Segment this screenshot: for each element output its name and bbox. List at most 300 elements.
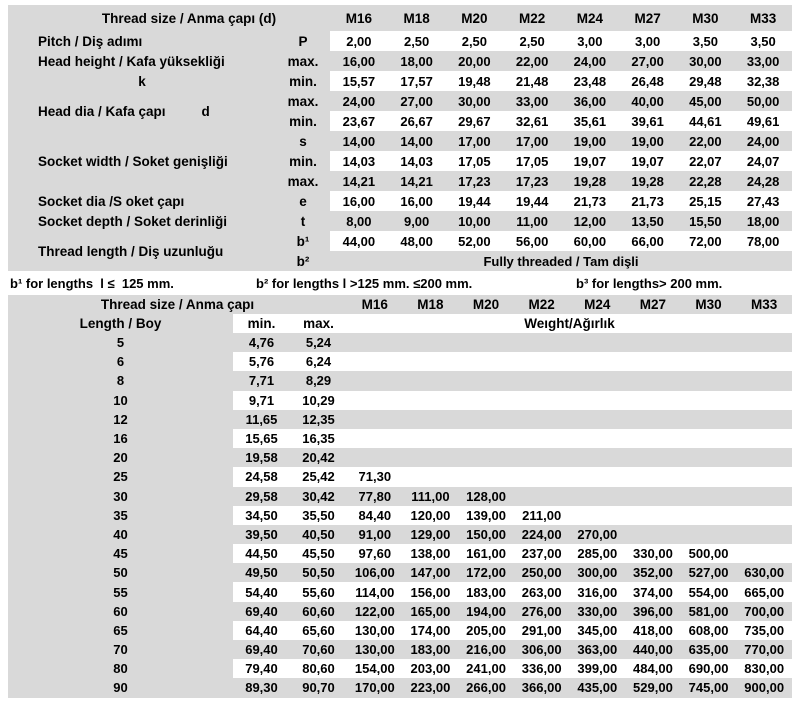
value-cell: 49,61: [734, 111, 792, 131]
weight-cell: [736, 429, 792, 448]
weight-cell: [681, 371, 737, 390]
weight-cell: [736, 448, 792, 467]
value-cell: 19,00: [573, 133, 607, 149]
value-cell: 19,28: [631, 173, 664, 189]
weight-cell: 139,00: [458, 506, 514, 525]
weight-cell: [736, 352, 792, 371]
weight-cell: [736, 333, 792, 352]
row-label-text: k: [138, 73, 146, 89]
value-cell: 56,00: [503, 231, 561, 251]
column-header: M20: [472, 297, 500, 312]
weight-cell: 399,00: [570, 659, 626, 678]
value-cell: 39,61: [619, 111, 677, 131]
weight-cell: 527,00: [688, 565, 729, 581]
weight-cell: 374,00: [625, 582, 681, 601]
value-cell: 36,00: [573, 93, 607, 109]
column-header: M18: [417, 297, 444, 312]
weight-cell: 77,80: [358, 488, 392, 504]
weight-cell: [625, 525, 681, 544]
value-cell: 3,00: [561, 31, 619, 51]
weight-cell: 266,00: [466, 680, 506, 696]
weight-cell: 194,00: [466, 603, 506, 619]
weight-cell: 161,00: [458, 544, 514, 563]
value-cell: 2,00: [330, 31, 388, 51]
value-cell: 17,00: [458, 133, 491, 149]
weight-cell: 150,00: [466, 526, 506, 542]
weight-cell: [736, 410, 792, 429]
length-cell: 20: [113, 450, 128, 466]
weight-cell: [514, 429, 570, 448]
max-column-header: max.: [290, 314, 347, 333]
value-cell: 19,07: [561, 151, 619, 171]
weight-cell: 700,00: [744, 603, 785, 619]
value-cell: 66,00: [619, 231, 677, 251]
weight-cell: 97,60: [347, 544, 403, 563]
weight-cell: 156,00: [403, 582, 459, 601]
weight-cell: [570, 467, 626, 486]
weight-cell: [347, 391, 403, 410]
weight-cell: [681, 333, 737, 352]
column-header: M18: [403, 10, 430, 26]
value-cell: 19,28: [573, 173, 607, 189]
value-cell: 13,50: [631, 213, 664, 229]
weight-cell: [514, 467, 570, 486]
length-cell: 60: [113, 603, 128, 619]
value-cell: 16,00: [330, 191, 388, 211]
weight-cell: 120,00: [403, 506, 459, 525]
weight-cell: [625, 429, 681, 448]
weight-cell: 174,00: [403, 621, 459, 640]
weight-cell: [736, 371, 792, 390]
length-cell: 12: [113, 411, 128, 427]
symbol-cell: b²: [296, 253, 310, 269]
value-cell: 33,00: [746, 53, 780, 69]
min-cell: 69,40: [245, 603, 278, 619]
column-header: M16: [361, 297, 388, 312]
length-cell: 30: [113, 488, 128, 504]
value-cell: 8,00: [346, 213, 372, 229]
weight-cell: 581,00: [688, 603, 729, 619]
length-cell: 80: [113, 661, 128, 677]
value-cell: 17,00: [515, 133, 549, 149]
min-cell: 49,50: [245, 565, 278, 581]
value-cell: 23,48: [561, 71, 619, 91]
value-cell: 2,50: [503, 31, 561, 51]
weight-cell: 735,00: [736, 621, 792, 640]
length-cell: 65: [113, 622, 128, 638]
weight-cell: [570, 506, 626, 525]
max-cell: 8,29: [305, 373, 332, 389]
value-cell: 15,50: [689, 213, 722, 229]
weight-cell: [403, 333, 459, 352]
weight-cell: [347, 429, 403, 448]
row-label: [8, 71, 276, 91]
value-cell: 19,44: [503, 191, 561, 211]
weight-cell: [514, 391, 570, 410]
value-cell: 19,44: [446, 191, 504, 211]
weight-cell: 440,00: [633, 642, 673, 658]
weight-cell: 138,00: [403, 544, 459, 563]
length-cell: 8: [116, 373, 125, 389]
symbol-cell: b¹: [296, 233, 310, 249]
weight-cell: [681, 525, 737, 544]
length-cell: 16: [113, 431, 128, 447]
weight-cell: 554,00: [681, 582, 737, 601]
weight-cell: 770,00: [744, 642, 785, 658]
weight-cell: 183,00: [458, 582, 514, 601]
value-cell: 35,61: [561, 111, 619, 131]
weight-cell: 172,00: [466, 565, 506, 581]
value-cell: 3,50: [734, 31, 792, 51]
value-cell: 27,43: [734, 191, 792, 211]
value-cell: 72,00: [677, 231, 735, 251]
bottom-table: [8, 295, 792, 698]
value-cell: 23,67: [330, 111, 388, 131]
length-cell: 70: [113, 642, 128, 658]
value-cell: 16,00: [342, 53, 376, 69]
weight-cell: [514, 487, 570, 506]
weight-cell: [625, 333, 681, 352]
symbol-cell: min.: [289, 73, 317, 89]
length-cell: 10: [113, 392, 128, 408]
weight-cell: [681, 448, 737, 467]
weight-cell: [458, 448, 514, 467]
bottom-table-title: Thread size / Anma çapı: [100, 297, 255, 312]
value-cell: 2,50: [388, 31, 446, 51]
max-cell: 65,60: [290, 621, 347, 640]
weight-cell: [570, 410, 626, 429]
weight-cell: 165,00: [410, 603, 451, 619]
weight-cell: [736, 467, 792, 486]
weight-cell: [403, 352, 459, 371]
max-cell: 10,29: [290, 391, 347, 410]
column-header: M20: [461, 10, 488, 26]
value-cell: 27,00: [400, 93, 433, 109]
value-cell: 14,03: [388, 151, 446, 171]
value-cell: 2,50: [446, 31, 504, 51]
weight-cell: 500,00: [681, 544, 737, 563]
weight-cell: 263,00: [514, 582, 570, 601]
length-cell: 55: [113, 584, 128, 600]
footnote-b2: b² for lengths l >125 mm. ≤200 mm.: [256, 275, 473, 291]
weight-cell: 205,00: [458, 621, 514, 640]
value-cell: 9,00: [403, 213, 430, 229]
value-cell: 14,21: [342, 173, 376, 189]
max-cell: 90,70: [302, 680, 335, 696]
value-cell: 32,61: [503, 111, 561, 131]
weight-cell: [736, 544, 792, 563]
weight-cell: [403, 410, 459, 429]
weight-cell: 237,00: [514, 544, 570, 563]
weight-cell: 285,00: [570, 544, 626, 563]
weight-cell: 352,00: [633, 565, 673, 581]
value-cell: 19,07: [619, 151, 677, 171]
length-cell: 35: [113, 507, 128, 523]
value-cell: 50,00: [746, 93, 780, 109]
value-cell: 10,00: [458, 213, 491, 229]
weight-cell: 418,00: [625, 621, 681, 640]
weight-cell: [736, 506, 792, 525]
value-cell: 15,57: [330, 71, 388, 91]
value-cell: 17,57: [388, 71, 446, 91]
value-cell: 26,48: [619, 71, 677, 91]
min-cell: 54,40: [233, 582, 290, 601]
column-header: M30: [692, 10, 719, 26]
weight-cell: [403, 429, 459, 448]
length-column-header: Length / Boy: [79, 316, 162, 331]
weight-cell: [570, 391, 626, 410]
weight-cell: 114,00: [347, 582, 403, 601]
min-cell: 24,58: [233, 467, 290, 486]
max-cell: 16,35: [290, 429, 347, 448]
weight-cell: [403, 448, 459, 467]
row-label-text: Thread length / Diş uzunluğu: [38, 243, 224, 259]
value-cell: 17,05: [446, 151, 504, 171]
weight-cell: 306,00: [521, 642, 562, 658]
row-label-text: Head dia / Kafa çapı: [38, 103, 166, 119]
min-cell: 11,65: [245, 411, 278, 427]
weight-cell: [514, 371, 570, 390]
weight-cell: 183,00: [410, 642, 451, 658]
symbol-cell: P: [298, 33, 308, 49]
weight-cell: 71,30: [347, 467, 403, 486]
weight-cell: [458, 371, 514, 390]
weight-cell: [681, 487, 737, 506]
column-header: M24: [584, 297, 611, 312]
value-cell: 11,00: [516, 213, 549, 229]
value-cell: 24,00: [573, 53, 607, 69]
weight-cell: 291,00: [514, 621, 570, 640]
weight-cell: 276,00: [521, 603, 562, 619]
weight-cell: 250,00: [521, 565, 562, 581]
weight-cell: [625, 487, 681, 506]
max-cell: 30,42: [302, 488, 335, 504]
symbol-cell: max.: [287, 53, 319, 69]
weight-cell: 128,00: [466, 488, 506, 504]
weight-cell: [347, 333, 403, 352]
value-cell: 17,23: [515, 173, 549, 189]
min-cell: 79,40: [233, 659, 290, 678]
weight-cell: 316,00: [570, 582, 626, 601]
symbol-d: d: [201, 103, 210, 119]
weight-cell: 363,00: [577, 642, 618, 658]
min-cell: 89,30: [245, 680, 278, 696]
weight-cell: [625, 410, 681, 429]
weight-cell: 396,00: [633, 603, 673, 619]
weight-cell: [570, 448, 626, 467]
value-cell: 29,67: [446, 111, 504, 131]
value-cell: 29,48: [677, 71, 735, 91]
max-cell: 70,60: [302, 642, 335, 658]
value-cell: 24,07: [734, 151, 792, 171]
value-cell: 22,00: [689, 133, 722, 149]
column-header: M24: [576, 10, 603, 26]
row-label: [8, 91, 276, 131]
value-cell: 3,50: [677, 31, 735, 51]
max-cell: 55,60: [290, 582, 347, 601]
weight-cell: [736, 487, 792, 506]
min-cell: 39,50: [245, 526, 278, 542]
min-cell: 7,71: [248, 373, 275, 389]
min-cell: 15,65: [233, 429, 290, 448]
value-cell: 26,67: [388, 111, 446, 131]
min-cell: 5,76: [233, 352, 290, 371]
weight-cell: 630,00: [744, 565, 785, 581]
value-cell: 60,00: [561, 231, 619, 251]
weight-cell: 745,00: [688, 680, 729, 696]
column-header: M22: [528, 297, 555, 312]
max-cell: 6,24: [290, 352, 347, 371]
weight-cell: [347, 410, 403, 429]
weight-cell: [458, 410, 514, 429]
weight-cell: 224,00: [521, 526, 562, 542]
weight-cell: 170,00: [354, 680, 395, 696]
row-label-text: Socket width / Soket genişliği: [38, 153, 228, 169]
length-cell: 45: [113, 546, 128, 562]
weight-cell: 129,00: [410, 526, 451, 542]
max-cell: 80,60: [290, 659, 347, 678]
weight-cell: [570, 429, 626, 448]
value-cell: 44,61: [677, 111, 735, 131]
row-label-text: Socket dia /S oket çapı: [38, 193, 185, 209]
value-cell: 14,00: [400, 133, 433, 149]
weight-cell: 111,00: [411, 488, 450, 504]
weight-cell: 241,00: [458, 659, 514, 678]
value-cell: 19,00: [631, 133, 664, 149]
value-cell: 25,15: [677, 191, 735, 211]
weight-cell: [514, 448, 570, 467]
value-cell: 24,00: [746, 133, 780, 149]
max-cell: 25,42: [290, 467, 347, 486]
weight-cell: [403, 467, 459, 486]
symbol-cell: min.: [289, 153, 317, 169]
value-cell: 22,00: [515, 53, 549, 69]
value-cell: 48,00: [388, 231, 446, 251]
value-cell: 18,00: [746, 213, 780, 229]
weight-cell: [458, 467, 514, 486]
symbol-cell: min.: [289, 113, 317, 129]
weight-cell: 529,00: [633, 680, 673, 696]
weight-cell: [681, 410, 737, 429]
column-header: M27: [634, 10, 661, 26]
weight-cell: [681, 391, 737, 410]
weight-cell: [681, 506, 737, 525]
length-cell: 6: [116, 354, 125, 370]
max-cell: 20,42: [302, 450, 335, 466]
weight-cell: [625, 448, 681, 467]
value-cell: 17,05: [503, 151, 561, 171]
value-cell: 14,03: [330, 151, 388, 171]
symbol-cell: max.: [287, 173, 319, 189]
column-header: M22: [518, 10, 546, 26]
weight-cell: [570, 352, 626, 371]
weight-cell: [347, 352, 403, 371]
value-cell: 52,00: [446, 231, 504, 251]
length-cell: 25: [113, 469, 128, 485]
weight-cell: 130,00: [347, 621, 403, 640]
value-cell: 44,00: [330, 231, 388, 251]
weight-cell: [681, 352, 737, 371]
value-cell: 21,73: [561, 191, 619, 211]
weight-cell: [347, 448, 403, 467]
weight-cell: 270,00: [577, 526, 618, 542]
min-cell: 64,40: [233, 621, 290, 640]
weight-cell: 345,00: [570, 621, 626, 640]
weight-cell: [736, 391, 792, 410]
weight-cell: 300,00: [577, 565, 618, 581]
row-label-text: Socket depth / Soket derinliği: [38, 213, 228, 229]
weight-cell: 336,00: [514, 659, 570, 678]
value-cell: 21,73: [619, 191, 677, 211]
length-cell: 5: [116, 335, 125, 351]
column-header: M16: [345, 10, 372, 26]
weight-cell: 211,00: [514, 506, 570, 525]
weight-cell: 665,00: [736, 582, 792, 601]
weight-cell: [458, 352, 514, 371]
symbol-cell: s: [299, 133, 307, 149]
weight-cell: [458, 333, 514, 352]
column-header: M27: [639, 297, 667, 312]
value-cell: 22,07: [677, 151, 735, 171]
value-cell: 78,00: [734, 231, 792, 251]
length-cell: 90: [113, 680, 128, 696]
top-table-title: Thread size / Anma çapı (d): [101, 10, 277, 26]
max-cell: 50,50: [302, 565, 335, 581]
weight-cell: [736, 525, 792, 544]
min-cell: 34,50: [233, 506, 290, 525]
weight-cell: 203,00: [403, 659, 459, 678]
weight-column-header: Weıght/Ağırlık: [347, 314, 792, 333]
weight-cell: 366,00: [521, 680, 562, 696]
weight-cell: 122,00: [354, 603, 395, 619]
value-cell: 24,00: [342, 93, 376, 109]
weight-cell: 216,00: [466, 642, 506, 658]
max-cell: 35,50: [290, 506, 347, 525]
footnote-b1: b¹ for lengths l ≤ 125 mm.: [10, 275, 174, 291]
weight-cell: 330,00: [625, 544, 681, 563]
value-cell: 40,00: [631, 93, 664, 109]
footnote-b3: b³ for lengths> 200 mm.: [576, 275, 723, 291]
footnotes: [0, 272, 800, 294]
value-cell: 24,28: [746, 173, 780, 189]
weight-cell: [403, 391, 459, 410]
min-column-header: min.: [233, 314, 290, 333]
row-label: [8, 151, 276, 171]
weight-cell: [514, 352, 570, 371]
weight-cell: [570, 371, 626, 390]
weight-cell: 435,00: [577, 680, 618, 696]
column-header: M33: [751, 297, 778, 312]
value-cell: 17,23: [458, 173, 491, 189]
column-header: M33: [749, 10, 777, 26]
row-label: [8, 51, 276, 71]
weight-cell: [570, 487, 626, 506]
min-cell: 9,71: [233, 391, 290, 410]
row-label-text: Head height / Kafa yüksekliği: [38, 53, 225, 69]
weight-cell: [570, 333, 626, 352]
max-cell: 5,24: [305, 335, 332, 351]
weight-cell: [681, 467, 737, 486]
weight-cell: 91,00: [358, 526, 392, 542]
value-cell: 32,38: [734, 71, 792, 91]
top-table: [8, 5, 792, 271]
weight-cell: 690,00: [681, 659, 737, 678]
row-label: [8, 31, 276, 51]
weight-cell: [625, 352, 681, 371]
weight-cell: 106,00: [354, 565, 395, 581]
value-cell: 14,00: [342, 133, 376, 149]
weight-cell: 330,00: [577, 603, 618, 619]
